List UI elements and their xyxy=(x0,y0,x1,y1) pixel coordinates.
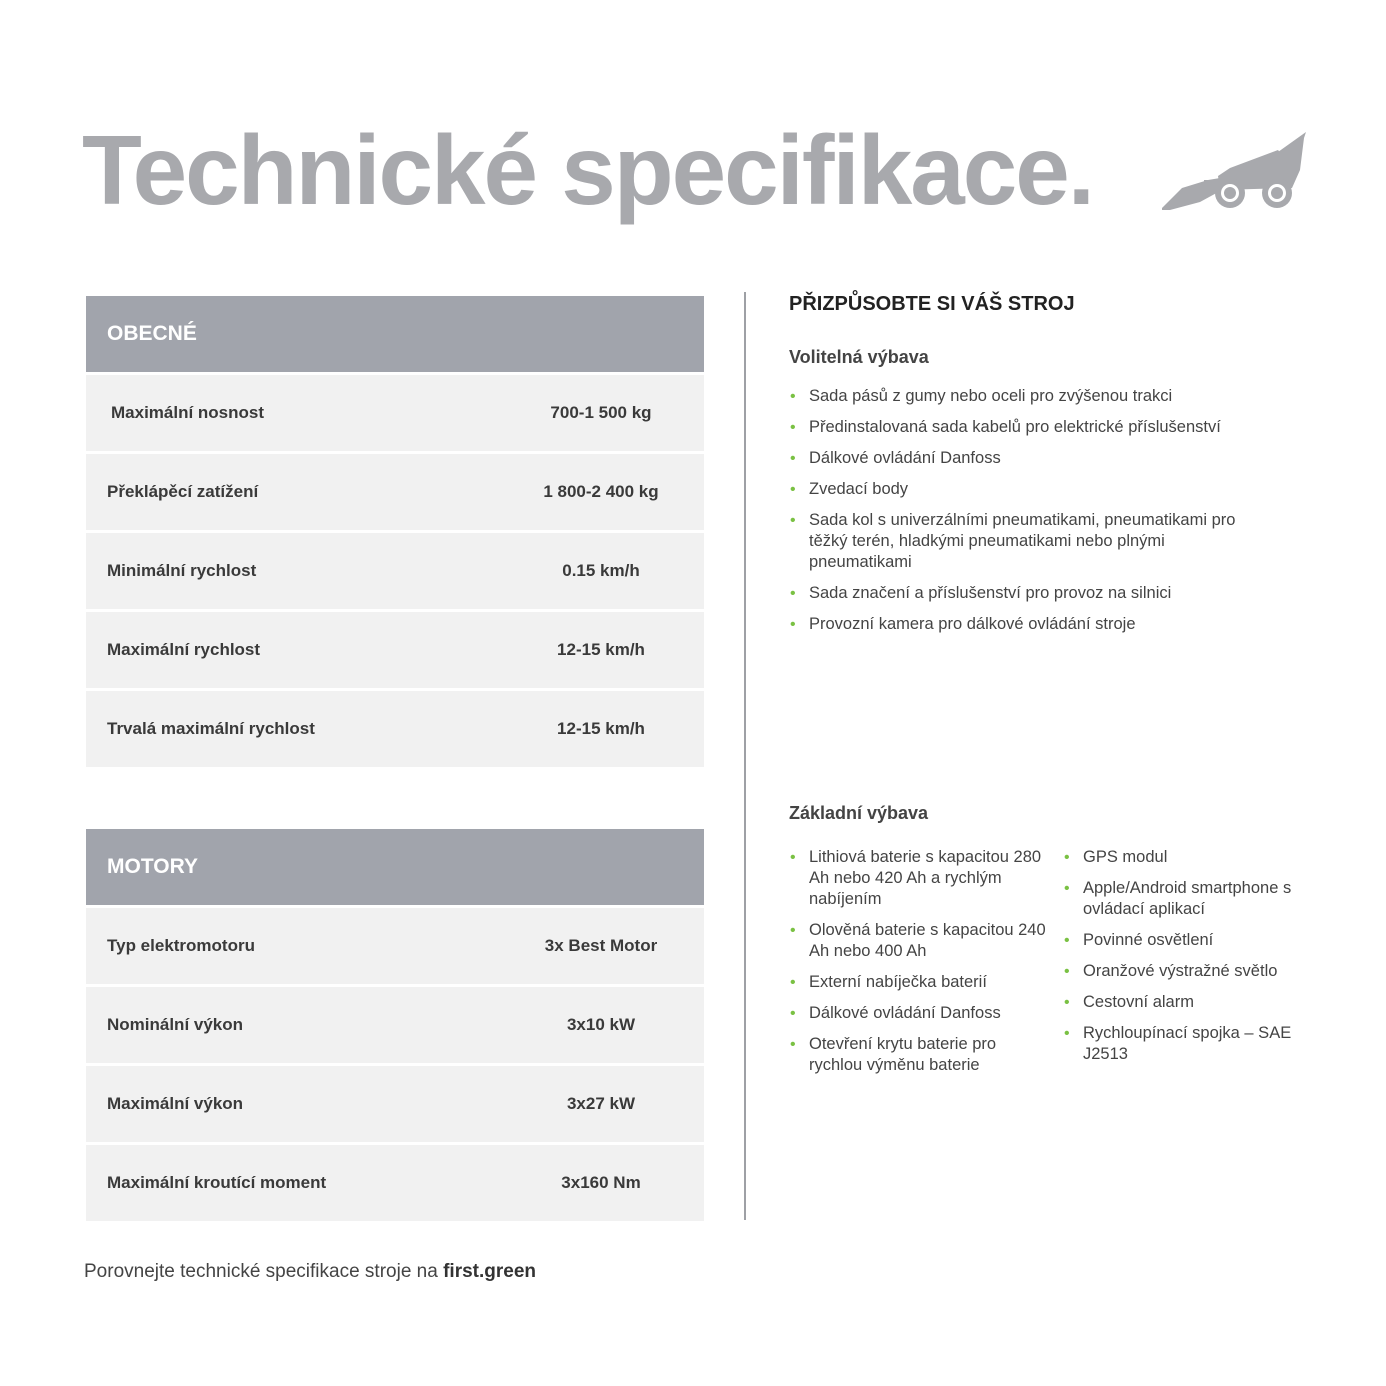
bullet-icon: • xyxy=(790,1005,796,1022)
row-value: 12-15 km/h xyxy=(557,719,645,738)
list-item-text: Dálkové ovládání Danfoss xyxy=(809,449,1001,467)
list-item-text: Sada kol s univerzálními pneumatikami, pneumatikami pro těžký terén, hladkými pneumatikami nebo plnými pneumatikami xyxy=(809,511,1236,571)
list-item-text: Povinné osvětlení xyxy=(1083,931,1214,949)
list-item-text: Olověná baterie s kapacitou 240 Ah nebo 400 Ah xyxy=(809,921,1046,960)
bullet-icon: • xyxy=(790,922,796,939)
list-item-text: Sada pásů z gumy nebo oceli pro zvýšenou trakci xyxy=(809,387,1173,405)
list-item-text: Oranžové výstražné světlo xyxy=(1083,962,1278,980)
list-item-text: GPS modul xyxy=(1083,848,1168,866)
list-item xyxy=(789,583,1269,604)
bullet-icon: • xyxy=(1064,1025,1070,1042)
row-label: Maximální výkon xyxy=(107,1094,244,1113)
row-value: 3x27 kW xyxy=(566,1094,636,1113)
row-label: Trvalá maximální rychlost xyxy=(107,719,315,738)
bullet-icon: • xyxy=(1064,880,1070,897)
table-row xyxy=(86,691,704,767)
bullet-icon: • xyxy=(790,388,796,405)
website-link[interactable]: first.green xyxy=(443,1261,537,1282)
page-title: Technické specifikace. xyxy=(82,115,1093,225)
table-row xyxy=(86,1145,704,1221)
row-value: 1 800-2 400 kg xyxy=(543,482,659,501)
list-item xyxy=(789,1034,1049,1076)
bullet-icon: • xyxy=(790,419,796,436)
motors-specs-table xyxy=(86,829,704,1224)
general-header: OBECNÉ xyxy=(86,296,704,372)
list-item xyxy=(1063,930,1323,951)
row-value: 3x160 Nm xyxy=(561,1173,641,1192)
bullet-icon: • xyxy=(1064,963,1070,980)
list-item xyxy=(1063,878,1323,920)
bullet-icon: • xyxy=(790,450,796,467)
row-label: Překlápěcí zatížení xyxy=(107,482,259,501)
standard-equipment-list-left xyxy=(789,847,1049,1086)
list-item xyxy=(789,510,1269,573)
standard-equipment-title: Základní výbava xyxy=(789,803,929,823)
row-value: 12-15 km/h xyxy=(557,640,645,659)
bullet-icon: • xyxy=(790,1036,796,1053)
list-item-text: Rychloupínací spojka – SAE J2513 xyxy=(1083,1024,1292,1063)
row-value: 3x Best Motor xyxy=(544,936,658,955)
bullet-icon: • xyxy=(790,585,796,602)
list-item-text: Otevření krytu baterie pro rychlou výměnu baterie xyxy=(809,1035,997,1074)
list-item-text: Cestovní alarm xyxy=(1083,993,1194,1011)
list-item xyxy=(789,448,1269,469)
row-value: 0.15 km/h xyxy=(562,561,640,580)
row-label: Minimální rychlost xyxy=(107,561,257,580)
list-item xyxy=(1063,961,1323,982)
row-label: Typ elektromotoru xyxy=(107,936,255,955)
motors-header: MOTORY xyxy=(86,829,704,905)
list-item xyxy=(789,1003,1049,1024)
list-item xyxy=(1063,847,1323,868)
bullet-icon: • xyxy=(790,512,796,529)
table-row xyxy=(86,908,704,984)
list-item xyxy=(1063,1023,1323,1065)
list-item xyxy=(789,479,1269,500)
list-item-text: Sada značení a příslušenství pro provoz na silnici xyxy=(809,584,1172,602)
list-item xyxy=(789,386,1269,407)
bullet-icon: • xyxy=(790,849,796,866)
footer-text: Porovnejte technické specifikace stroje na xyxy=(84,1261,444,1282)
bullet-icon: • xyxy=(790,974,796,991)
list-item xyxy=(1063,992,1323,1013)
list-item-text: Externí nabíječka baterií xyxy=(809,973,987,991)
column-divider xyxy=(744,292,746,1220)
list-item-text: Předinstalovaná sada kabelů pro elektrické příslušenství xyxy=(809,418,1221,436)
row-value: 3x10 kW xyxy=(566,1015,636,1034)
general-specs-table xyxy=(86,296,704,770)
row-label: Maximální nosnost xyxy=(111,403,265,422)
row-label: Nominální výkon xyxy=(107,1015,244,1034)
list-item xyxy=(789,614,1269,635)
bullet-icon: • xyxy=(790,616,796,633)
row-label: Maximální rychlost xyxy=(107,640,261,659)
list-item xyxy=(789,972,1049,993)
table-row xyxy=(86,1066,704,1142)
optional-equipment-list xyxy=(789,386,1269,645)
table-row xyxy=(86,454,704,530)
list-item xyxy=(789,847,1049,910)
list-item xyxy=(789,417,1269,438)
table-row xyxy=(86,612,704,688)
list-item xyxy=(789,920,1049,962)
bullet-icon: • xyxy=(790,481,796,498)
optional-equipment-title: Volitelná výbava xyxy=(789,347,929,367)
list-item-text: Provozní kamera pro dálkové ovládání stroje xyxy=(809,615,1136,633)
table-row xyxy=(86,533,704,609)
list-item-text: Lithiová baterie s kapacitou 280 Ah nebo 420 Ah a rychlým nabíjením xyxy=(809,848,1042,908)
bullet-icon: • xyxy=(1064,994,1070,1011)
table-row xyxy=(86,375,704,451)
row-label: Maximální kroutící moment xyxy=(107,1173,327,1192)
skid-steer-loader-icon xyxy=(1160,130,1308,214)
footer-note xyxy=(84,1261,536,1283)
customize-heading: PŘIZPŮSOBTE SI VÁŠ STROJ xyxy=(789,293,1075,315)
table-row xyxy=(86,987,704,1063)
standard-equipment-list-right xyxy=(1063,847,1323,1075)
list-item-text: Dálkové ovládání Danfoss xyxy=(809,1004,1001,1022)
bullet-icon: • xyxy=(1064,932,1070,949)
list-item-text: Apple/Android smartphone s ovládací aplikací xyxy=(1083,879,1292,918)
bullet-icon: • xyxy=(1064,849,1070,866)
list-item-text: Zvedací body xyxy=(809,480,909,498)
row-value: 700-1 500 kg xyxy=(550,403,652,422)
